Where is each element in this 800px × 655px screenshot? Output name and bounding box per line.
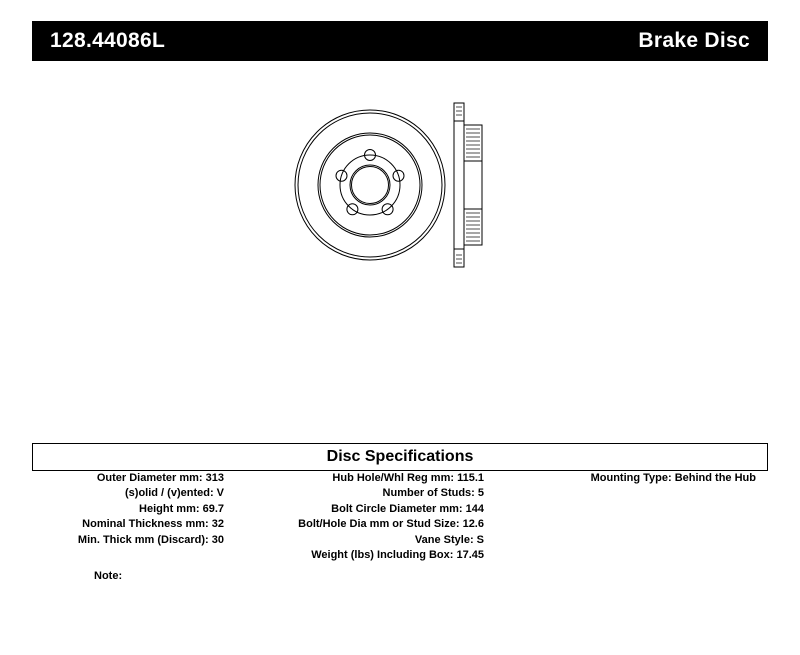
spec-section-title: Disc Specifications: [326, 448, 474, 465]
spec-item: Vane Style: S: [414, 533, 484, 546]
rotor-friction-inner-ring: [318, 133, 422, 237]
note-label: Note:: [94, 570, 123, 582]
spec-item: Bolt Circle Diameter mm: 144: [331, 502, 484, 515]
brake-disc-drawing: [270, 85, 550, 285]
spec-item: Hub Hole/Whl Reg mm: 115.1: [332, 472, 484, 484]
friction-ring-lower: [464, 209, 482, 245]
rotor-center-bore: [350, 165, 390, 205]
rotor-bolt-ring: [340, 155, 400, 215]
hat-edge-top: [454, 103, 464, 121]
spec-item: Number of Studs: 5: [382, 487, 484, 500]
spec-item: Height mm: 69.7: [139, 502, 224, 515]
spec-column-left: [32, 471, 232, 601]
brake-disc-svg: [270, 85, 550, 285]
spec-item: Mounting Type: Behind the Hub: [590, 472, 756, 484]
hat-edge-bottom: [454, 249, 464, 267]
friction-ring-upper: [464, 125, 482, 161]
spec-item: (s)olid / (v)ented: V: [125, 487, 224, 500]
spec-column-right: [492, 471, 768, 601]
spec-item: Outer Diameter mm: 313: [96, 472, 224, 484]
rotor-center-bore-inner: [352, 167, 389, 204]
spec-section-body: [32, 471, 768, 601]
header-bar: [32, 21, 768, 61]
spec-column-middle: [232, 471, 492, 601]
spec-item: Weight (lbs) Including Box: 17.45: [311, 549, 484, 562]
spec-item: Bolt/Hole Dia mm or Stud Size: 12.6: [298, 518, 484, 531]
spec-section-header: [32, 443, 768, 471]
spec-item: Min. Thick mm (Discard): 30: [77, 533, 224, 546]
spec-item: Nominal Thickness mm: 32: [82, 518, 224, 531]
part-number: 128.44086L: [50, 29, 166, 52]
page-title: Brake Disc: [638, 29, 750, 52]
